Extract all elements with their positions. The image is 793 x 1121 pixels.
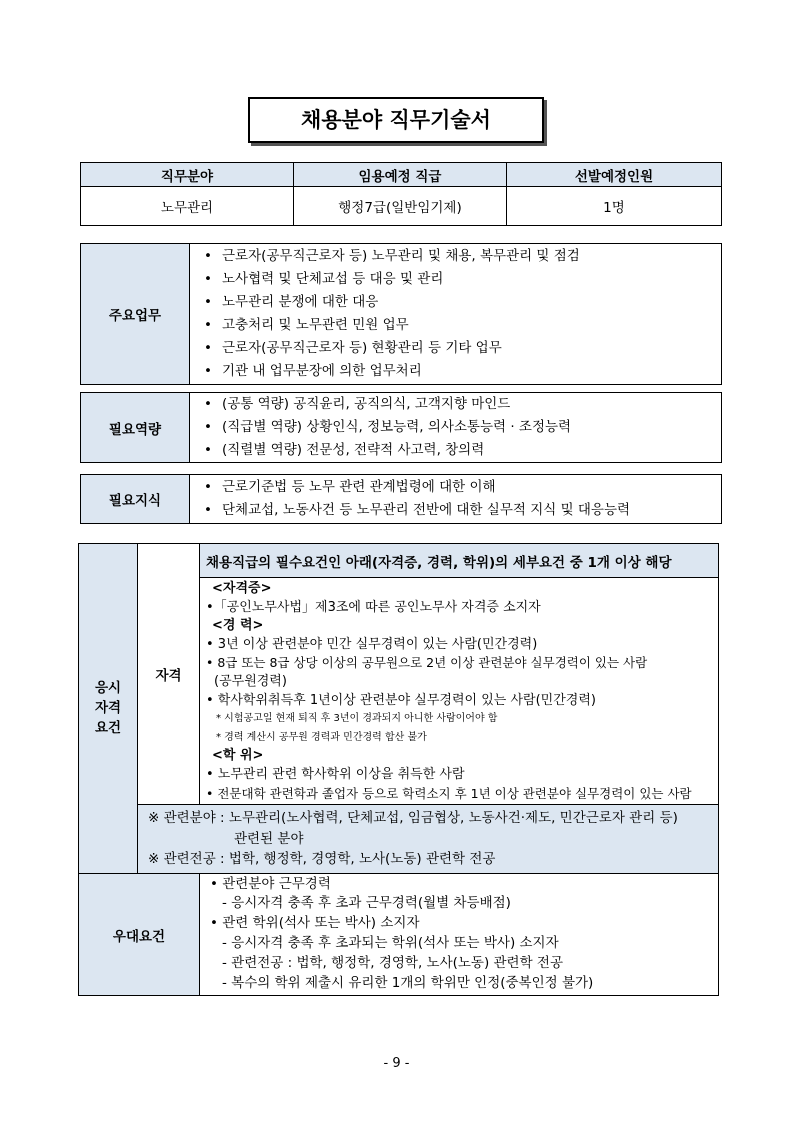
knowledge-label: 필요지식 xyxy=(81,475,190,524)
main-duties-table xyxy=(80,243,722,385)
related-field-line: ※ 관련분야 : 노무관리(노사협력, 단체교섭, 임금협상, 노동사건·제도, 민간근로자 관리 등) xyxy=(148,810,678,827)
career-line: • 학사학위취득후 1년이상 관련분야 실무경력이 있는 사람(민간경력) xyxy=(206,692,596,708)
knowledge-table xyxy=(80,474,722,524)
career-note: * 경력 계산시 공무원 경력과 민간경력 합산 불가 xyxy=(216,731,427,743)
degree-line: • 노무관리 관련 학사학위 이상을 취득한 사람 xyxy=(206,766,465,782)
related-fields xyxy=(138,805,719,874)
career-heading: <경 력> xyxy=(212,618,264,634)
preference-line: • 관련분야 근무경력 xyxy=(210,875,331,892)
summary-table xyxy=(80,162,722,226)
career-line: (공무원경력) xyxy=(214,673,287,689)
preference-line: • 관련 학위(석사 또는 박사) 소지자 xyxy=(210,915,420,932)
main-duties-label: 주요업무 xyxy=(81,244,190,385)
cert-heading: <자격증> xyxy=(212,581,272,596)
competency-item: • (공통 역량) 공직윤리, 공직의식, 고객지향 마인드 xyxy=(204,396,511,412)
duty-item: • 고충처리 및 노무관련 민원 업무 xyxy=(204,317,409,333)
duty-item: • 기관 내 업무분장에 의한 업무처리 xyxy=(204,363,422,379)
career-line: • 8급 또는 8급 상당 이상의 공무원으로 2년 이상 관련분야 실무경력이 있는 사람 xyxy=(206,655,648,671)
requirements-table xyxy=(78,543,719,996)
knowledge-item: • 근로기준법 등 노무 관련 관계법령에 대한 이해 xyxy=(204,479,496,495)
summary-value-count: 1명 xyxy=(507,187,722,226)
summary-header-grade: 임용예정 직급 xyxy=(294,163,507,187)
page-title: 채용분야 직무기술서 xyxy=(248,97,544,143)
preference-line: - 응시자격 충족 후 초과 근무경력(월별 차등배점) xyxy=(222,895,511,912)
qualification-label: 자격 xyxy=(138,544,200,805)
cert-line: •「공인노무사법」제3조에 따른 공인노무사 자격증 소지자 xyxy=(206,599,541,615)
preference-line: - 관련전공 : 법학, 행정학, 경영학, 노사(노동) 관련학 전공 xyxy=(222,954,564,971)
related-major-line: ※ 관련전공 : 법학, 행정학, 경영학, 노사(노동) 관련학 전공 xyxy=(148,851,496,868)
competencies-table xyxy=(80,392,722,463)
degree-line: • 전문대학 관련학과 졸업자 등으로 학력소지 후 1년 이상 관련분야 실무경력이 있는 사람 xyxy=(206,785,692,801)
page-number: - 9 - xyxy=(383,1056,410,1071)
related-field-cont: 관련된 분야 xyxy=(234,830,304,847)
duty-item: • 근로자(공무직근로자 등) 현황관리 등 기타 업무 xyxy=(204,340,502,356)
career-line: • 3년 이상 관련분야 민간 실무경력이 있는 사람(민간경력) xyxy=(206,636,538,652)
summary-header-count: 선발예정인원 xyxy=(507,163,722,187)
qualification-details xyxy=(200,578,719,805)
summary-value-field: 노무관리 xyxy=(81,187,294,226)
knowledge-item: • 단체교섭, 노동사건 등 노무관리 전반에 대한 실무적 지식 및 대응능력 xyxy=(204,502,631,518)
summary-header-field: 직무분야 xyxy=(81,163,294,187)
degree-heading: <학 위> xyxy=(212,748,264,764)
preference-line: - 복수의 학위 제출시 유리한 1개의 학위만 인정(중복인정 불가) xyxy=(222,974,594,991)
duty-item: • 근로자(공무직근로자 등) 노무관리 및 채용, 복무관리 및 점검 xyxy=(204,248,580,264)
qualification-header: 채용직급의 필수요건인 아래(자격증, 경력, 학위)의 세부요건 중 1개 이상 해당 xyxy=(200,544,719,578)
competency-item: • (직렬별 역량) 전문성, 전략적 사고력, 창의력 xyxy=(204,442,485,458)
preference-details xyxy=(200,873,719,996)
duty-item: • 노사협력 및 단체교섭 등 대응 및 관리 xyxy=(204,271,444,287)
summary-value-grade: 행정7급(일반임기제) xyxy=(294,187,507,226)
competencies-label: 필요역량 xyxy=(81,393,190,463)
preference-label: 우대요건 xyxy=(79,873,200,996)
duty-item: • 노무관리 분쟁에 대한 대응 xyxy=(204,294,379,310)
requirements-label: 응시 자격 요건 xyxy=(79,544,138,874)
career-note: * 시험공고일 현재 퇴직 후 3년이 경과되지 아니한 사람이어야 함 xyxy=(216,713,498,725)
preference-line: - 응시자격 충족 후 초과되는 학위(석사 또는 박사) 소지자 xyxy=(222,935,559,952)
competency-item: • (직급별 역량) 상황인식, 정보능력, 의사소통능력 · 조정능력 xyxy=(204,419,572,435)
